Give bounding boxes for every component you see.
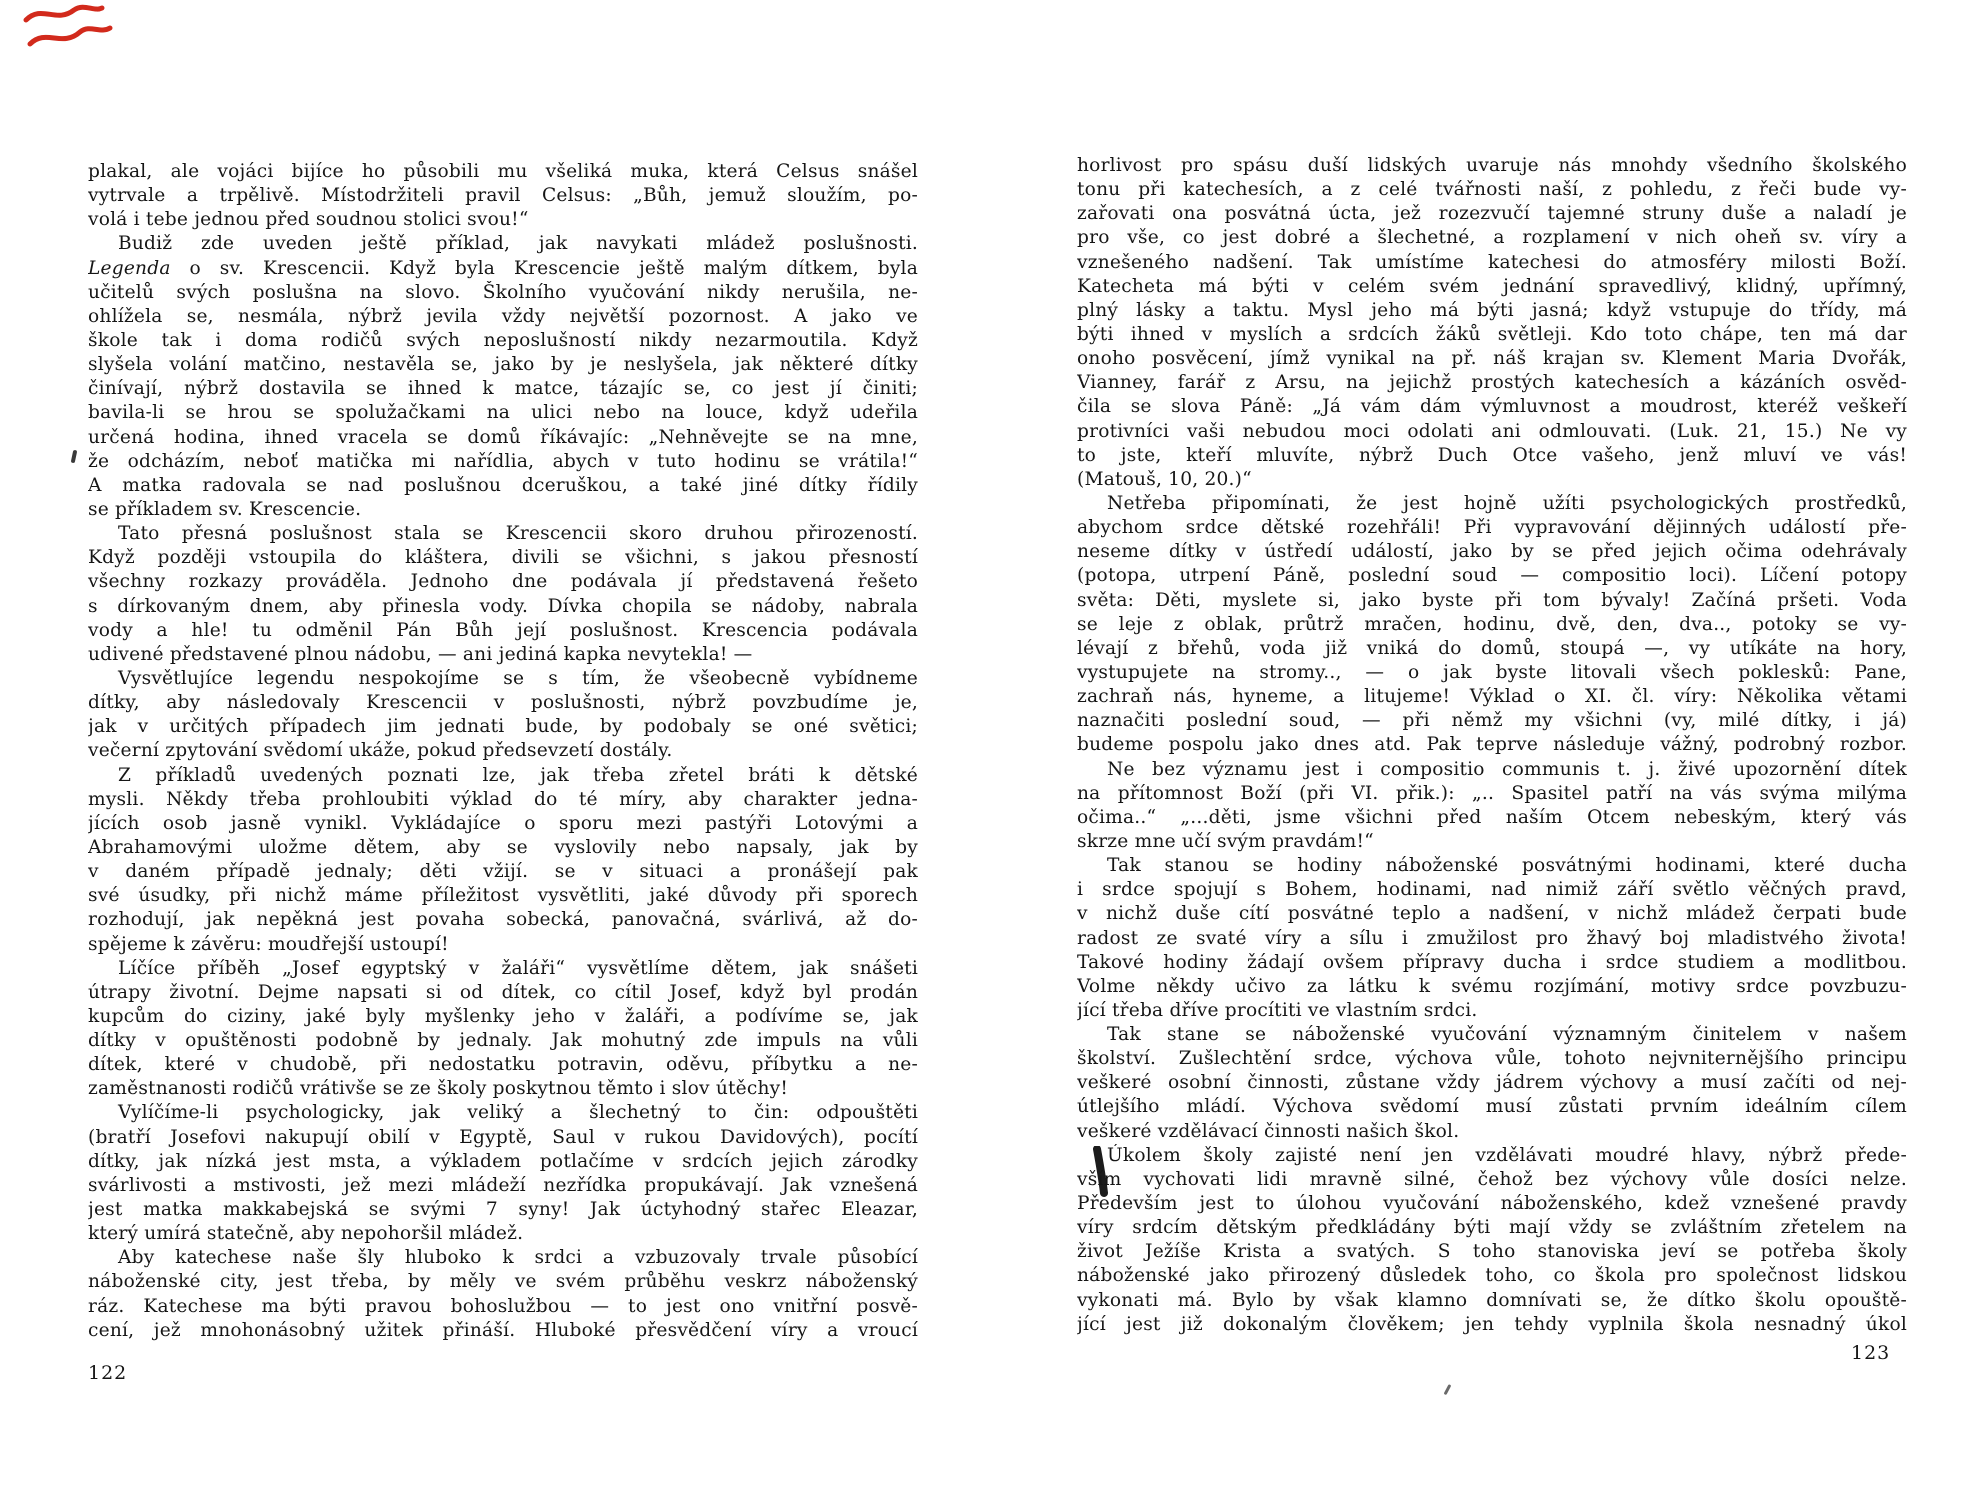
text-line: v nichž duše cítí posvátné teplo a nadšení, v nichž mládež čerpati bude <box>1077 903 1907 925</box>
text-line: býti ihned v myslích a srdcích žáků světleji. Kdo toto chápe, ten má dar <box>1077 323 1907 345</box>
text-line: Volme někdy učivo za látku k svému rozjímání, motivy srdce povzbuzu- <box>1077 975 1907 997</box>
text-line: večerní zpytování svědomí ukáže, pokud předsevzetí dostály. <box>88 740 673 762</box>
text-line: náboženské jako přirozený důsledek toho, co škola pro společnost lidskou <box>1077 1265 1907 1287</box>
text-line: náboženské city, jest třeba, by měly ve svém průběhu veskrz náboženský <box>88 1271 918 1293</box>
text-line: zařovati ona posvátná úcta, jež rozezvučí tajemné struny duše a naladí je <box>1077 203 1907 225</box>
text-line: budeme pospolu jako dnes atd. Pak teprve následuje vážný, podrobný rozbor. <box>1077 734 1907 756</box>
text-line: činívají, nýbrž dostavila se ihned k matce, tázajíc se, co jest jí činiti; <box>88 378 918 400</box>
text-line: útrapy životní. Dejme napsati si od dítek, co cítil Josef, když byl prodán <box>88 981 918 1003</box>
text-line: dítky, jak nízká jest msta, a výkladem potlačíme v srdcích jejich zárodky <box>88 1150 918 1172</box>
text-line: protivníci vaši nebudou moci odolati ani odmlouvati. (Luk. 21, 15.) Ne vy <box>1077 420 1907 442</box>
ink-mark <box>71 450 78 464</box>
text-line: slyšela volání matčino, nestavěla se, jako by je neslyšela, jak některé dítky <box>88 354 918 376</box>
text-line: dítky, aby následovaly Krescencii v poslušnosti, nýbrž povzbudíme je, <box>88 692 918 714</box>
text-line: se příkladem sv. Krescencie. <box>88 498 362 520</box>
text-line: horlivost pro spásu duší lidských uvaruje nás mnohdy všedního školského <box>1077 155 1907 176</box>
text-line: naznačiti poslední soud, — při němž my všichni (vy, milé dítky, i já) <box>1077 710 1907 732</box>
text-line: všechny rozkazy prováděla. Jednoho dne podávala jí představená řešeto <box>88 571 918 593</box>
text-line: školství. Zušlechtění srdce, výchova vůle, tohoto nejvniternějšího principu <box>1077 1048 1907 1070</box>
text-line: útlejšího mládí. Výchova svědomí musí zůstati prvním ideálním cílem <box>1077 1096 1907 1118</box>
text-line: dítky v opuštěnosti podobně by jednaly. Jak mohutný zde impuls na vůli <box>88 1030 918 1052</box>
text-line: abychom srdce dětské rozehřáli! Při vypravování dějinných událostí pře- <box>1077 517 1907 539</box>
text-line: světa: Děti, myslete si, jako byste při tom bývaly! Začíná pršeti. Voda <box>1077 589 1907 611</box>
text-line: (potopa, utrpení Páně, poslední soud — compositio loci). Líčení potopy <box>1077 565 1907 587</box>
text-line: ohlížela se, nesmála, nýbrž jevila vždy největší pozornost. A jako ve <box>88 305 918 327</box>
text-line: Katecheta má býti v celém svém jednání spravedlivý, klidný, upřímný, <box>1077 275 1907 297</box>
text-line: i srdce spojují s Bohem, hodinami, nad nimiž září světlo věčných pravd, <box>1077 879 1907 901</box>
text-line: ráz. Katechese ma býti pravou bohoslužbou — to jest ono vnitřní posvě- <box>88 1295 918 1317</box>
text-line: Tato přesná poslušnost stala se Krescencii skoro druhou přirozeností. <box>118 523 918 545</box>
text-line: Aby katechese naše šly hluboko k srdci a vzbuzovaly trvale působící <box>118 1247 918 1269</box>
text-line: Vysvětlujíce legendu nespokojíme se s tím, že všeobecně vybídneme <box>118 667 918 689</box>
text-line: kupcům do ciziny, jaké byly myšlenky jeho v žaláři, a podívíme se, jak <box>88 1005 918 1027</box>
text-line: s dírkovaným dnem, aby přinesla vody. Dívka chopila se nádoby, nabrala <box>88 595 918 617</box>
text-line: Budiž zde uveden ještě příklad, jak navykati mládež poslušnosti. <box>118 233 918 255</box>
text-line: Legenda o sv. Krescencii. Když byla Krescencie ještě malým dítkem, byla <box>88 257 918 279</box>
text-line: víry srdcím dětským předkládány býti mají vždy se zvláštním zřetelem na <box>1077 1217 1907 1239</box>
text-line: pro vše, co jest dobré a šlechetné, a rozplamení v nich oheň sv. víry a <box>1077 227 1907 249</box>
text-line: veškeré vzdělávací činnosti našich škol. <box>1077 1120 1460 1142</box>
text-line: vykonati má. Bylo by však klamno domnívati se, že dítko školu opouště- <box>1077 1289 1907 1311</box>
text-line: že odcházím, neboť matička mi nařídlia, abych v tuto hodinu se vrátila!“ <box>88 450 918 472</box>
text-line: jících osob jasně vynikl. Vykládajíce o sporu mezi pastýři Lotovými a <box>88 812 918 834</box>
left-page-text <box>88 160 918 1343</box>
text-line: který umírá statečně, aby nepohoršil mládež. <box>88 1223 524 1245</box>
text-line: (Matouš, 10, 20.)“ <box>1077 468 1252 490</box>
text-line: to jste, kteří mluvíte, nýbrž Duch Otce vašeho, jenž mluví ve vás! <box>1077 444 1907 466</box>
text-line: učitelů svých poslušna na slovo. Školního vyučování nikdy nerušila, ne- <box>88 281 918 303</box>
text-line: zachraň nás, hyneme, a litujeme! Výklad o XI. čl. víry: Několika větami <box>1077 686 1907 708</box>
text-line: dítek, které v chudobě, při nedostatku potravin, oděvu, příbytku a ne- <box>88 1054 918 1076</box>
text-line: na přítomnost Boží (při VI. přik.): „.. Spasitel patří na vás svýma milýma <box>1077 782 1907 804</box>
text-line: onoho posvěcení, jímž vynikal na př. náš krajan sv. Klement Maria Dvořák, <box>1077 348 1907 370</box>
left-page-number: 122 <box>88 1362 128 1384</box>
text-line: Z příkladů uvedených poznati lze, jak třeba zřetel bráti k dětské <box>118 764 918 786</box>
text-line: vytrvale a trpělivě. Místodržiteli pravil Celsus: „Bůh, jemuž sloužím, po- <box>88 185 918 207</box>
text-line: cení, jež mnohonásobný užitek přináší. Hluboké přesvědčení víry a vroucí <box>88 1319 918 1341</box>
text-line: Když později vstoupila do kláštera, divili se všichni, s jakou přesností <box>88 547 918 569</box>
text-line: určená hodina, ihned vracela se domů říkávajíc: „Nehněvejte se na mne, <box>88 426 918 448</box>
text-line: Líčíce příběh „Josef egyptský v žaláři“ vysvětlíme dětem, jak snášeti <box>118 957 918 979</box>
right-page-number: 123 <box>1851 1342 1891 1364</box>
text-line: vším vychovati lidi mravně silné, čehož bez výchovy vůle dosíci nelze. <box>1077 1168 1907 1190</box>
text-line: plný lásky a taktu. Mysl jeho má býti jasná; když vstupuje do třídy, má <box>1077 299 1907 321</box>
text-line: radost ze svaté víry a sílu i zmužilost pro žhavý boj mladistvého života! <box>1077 927 1907 949</box>
text-line: A matka radovala se nad poslušnou dceruškou, a také jiné dítky řídily <box>88 474 918 496</box>
text-line: očima..“ „...děti, jsme všichni před naším Otcem nebeským, který vás <box>1077 806 1907 828</box>
text-line: bavila-li se hrou se spolužačkami na ulici nebo na louce, když udeřila <box>88 402 918 424</box>
text-line: plakal, ale vojáci bijíce ho působili mu všeliká muka, která Celsus snášel <box>88 161 918 182</box>
text-line: zaměstnanosti rodičů vrátivše se ze školy poskytnou těmto i slov útěchy! <box>88 1078 789 1100</box>
text-line: jest matka makkabejská se svými 7 syny! Jak úctyhodný stařec Eleazar, <box>88 1199 918 1221</box>
tick-mark <box>1444 1384 1451 1395</box>
red-scribble-annotation <box>18 0 130 66</box>
text-line: udivené představené plnou nádobu, — ani jediná kapka nevytekla! — <box>88 643 753 665</box>
text-line: jak v určitých případech jim jednati bude, by podobaly se oné světici; <box>88 716 918 738</box>
text-line: Vianney, farář z Arsu, na jejichž prostých katechesích a kázáních osvěd- <box>1077 372 1907 394</box>
text-line: Tak stanou se hodiny náboženské posvátnými hodinami, které ducha <box>1107 855 1907 877</box>
text-line: v daném případě jednaly; děti vžijí. se v situaci a pronášejí pak <box>88 861 918 883</box>
text-line: Takové hodiny žádají ovšem přípravy ducha i srdce studiem a modlitbou. <box>1077 951 1907 973</box>
text-line: Netřeba připomínati, že jest hojně užíti psychologických prostředků, <box>1107 492 1907 514</box>
text-line: Tak stane se náboženské vyučování významným činitelem v našem <box>1107 1024 1907 1046</box>
text-line: neseme dítky v ústředí událostí, jako by se před jejich očima odehrávaly <box>1077 541 1907 563</box>
text-line: Vylíčíme-li psychologicky, jak veliký a šlechetný to čin: odpouštěti <box>118 1102 918 1124</box>
text-line: spějeme k závěru: moudřejší ustoupí! <box>88 933 449 955</box>
text-line: své úsudky, při nichž máme příležitost vysvětliti, jaké důvody při sporech <box>88 885 918 907</box>
text-line: skrze mne učí svým pravdám!“ <box>1077 830 1374 852</box>
text-line: svárlivosti a mstivosti, jež mezi mládeží nezřídka propukávají. Jak vznešená <box>88 1174 918 1196</box>
text-line: volá i tebe jednou před soudnou stolici svou!“ <box>88 209 529 231</box>
text-line: lévají z břehů, voda již vniká do domů, stoupá —, vy utíkáte na hory, <box>1077 637 1907 659</box>
text-line: jící jest již dokonalým člověkem; jen tehdy vyplnila škola nesnadný úkol <box>1077 1313 1907 1335</box>
right-page-text <box>1077 154 1907 1337</box>
text-line: mysli. Někdy třeba prohloubiti výklad do té míry, aby charakter jedna- <box>88 788 918 810</box>
text-line: škole tak i doma rodičů svých neposlušností nikdy nezarmoutila. Když <box>88 329 918 351</box>
text-line: tonu při katechesích, a z celé tvářnosti naší, z pohledu, z řeči bude vy- <box>1077 179 1907 201</box>
text-line: veškeré osobní činnosti, zůstane vždy jádrem výchovy a musí začíti od nej- <box>1077 1072 1907 1094</box>
text-line: (bratří Josefovi nakupují obilí v Egyptě, Saul v rukou Davidových), pocítí <box>88 1126 918 1148</box>
text-line: Úkolem školy zajisté není jen vzdělávati moudré hlavy, nýbrž přede- <box>1107 1144 1907 1166</box>
text-line: se leje z oblak, průtrž mračen, hodinu, dvě, den, dva.., potoky se vy- <box>1077 613 1907 635</box>
text-line: jící třeba dříve procítiti ve vlastním srdci. <box>1077 999 1478 1021</box>
text-line: vody a hle! tu odměnil Pán Bůh její poslušnost. Krescencia podávala <box>88 619 918 641</box>
text-line: vystupujete na stromy.., — o jak byste litovali všech poklesků: Pane, <box>1077 661 1907 683</box>
text-line: vznešeného nadšení. Tak umístíme katechesi do atmosféry milosti Boží. <box>1077 251 1907 273</box>
text-line: život Ježíše Krista a svatých. S toho stanoviska jeví se potřeba školy <box>1077 1241 1907 1263</box>
text-line: Ne bez významu jest i compositio communis t. j. živé upozornění dítek <box>1107 758 1907 780</box>
text-line: Především jest to úlohou vyučování náboženského, kdež vznešené pravdy <box>1077 1193 1907 1215</box>
text-line: čila se slova Páně: „Já vám dám výmluvnost a moudrost, kteréž veškeří <box>1077 396 1907 418</box>
text-line: rozhodují, jak nepěkná jest povaha sobecká, panovačná, svárlivá, až do- <box>88 909 918 931</box>
text-line: Abrahamovými uložme dětem, aby se vyslovily nebo napsaly, jak by <box>88 836 918 858</box>
